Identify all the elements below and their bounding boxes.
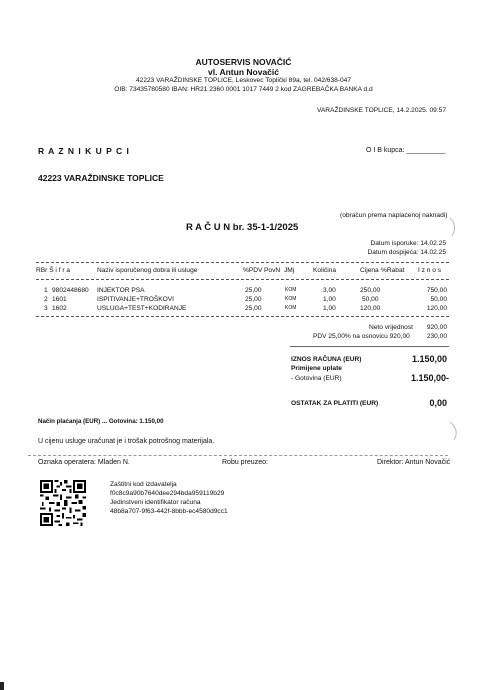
remaining-label: OSTATAK ZA PLATITI (EUR) bbox=[291, 400, 379, 407]
company-address: 42223 VARAŽDINSKE TOPLICE, Leskovec Toplički 89a, tel. 042/638-047 bbox=[135, 77, 352, 84]
jir-code: 48b8a707-9f63-442f-8bbb-ec4580d9cc1 bbox=[110, 508, 228, 515]
row-naziv: INJEKTOR PSA bbox=[97, 287, 145, 294]
header-kolicina: Količina bbox=[313, 267, 337, 274]
header-naziv: Naziv isporučenog dobra ili usluge bbox=[97, 267, 198, 274]
vat-label: PDV 25,00% na osnovicu 920,00 bbox=[313, 333, 410, 340]
header-jmj: JMj bbox=[284, 267, 295, 274]
row-kolicina: 3,00 bbox=[323, 287, 336, 294]
header-povn: PovN bbox=[264, 267, 281, 274]
row-sifra: 1601 bbox=[52, 296, 67, 303]
row-naziv: ISPITIVANJE+TROŠKOVI bbox=[97, 296, 175, 303]
row-pdv: 25,00 bbox=[245, 305, 262, 312]
table-bottom-rule bbox=[36, 316, 449, 317]
company-name: AUTOSERVIS NOVAČIĆ bbox=[195, 57, 292, 67]
cash-value: 1.150,00- bbox=[410, 373, 449, 383]
buyer-city: 42223 VARAŽDINSKE TOPLICE bbox=[38, 173, 164, 183]
row-iznos: 50,00 bbox=[430, 296, 447, 303]
table-header-rule bbox=[36, 279, 449, 280]
totals-rule bbox=[290, 346, 449, 347]
header-pdv: %PDV bbox=[243, 267, 263, 274]
received-by: Robu preuzeo: bbox=[222, 459, 268, 466]
delivery-date: Datum isporuke: 14.02.25 bbox=[370, 240, 446, 247]
jir-label: Jedinstveni identifikator računa bbox=[110, 499, 201, 506]
header-rabat: %Rabat bbox=[381, 267, 405, 274]
total-label: IZNOS RAČUNA (EUR) bbox=[291, 356, 362, 363]
row-kolicina: 1,00 bbox=[323, 296, 336, 303]
net-label: Neto vrijednost bbox=[369, 324, 413, 331]
row-cijena: 250,00 bbox=[360, 287, 381, 294]
row-iznos: 750,00 bbox=[426, 287, 447, 294]
header-iznos: I z n o s bbox=[418, 267, 442, 274]
operator: Oznaka operatera: Mladen N. bbox=[38, 459, 130, 466]
scan-mark bbox=[0, 682, 4, 690]
row-kolicina: 1,00 bbox=[323, 305, 336, 312]
zki-code: f0c8c9a90b7640dee294bda959119b29 bbox=[110, 490, 225, 497]
buyer-name: R A Z N I K U P C I bbox=[38, 146, 130, 156]
invoice-note: (obračun prema naplaćenoj naknadi) bbox=[340, 212, 448, 219]
row-rbr: 1 bbox=[44, 287, 48, 294]
row-rbr: 2 bbox=[44, 296, 48, 303]
scan-mark bbox=[448, 216, 460, 238]
payment-method: Način plaćanja (EUR) ... Gotovina: 1.150,00 bbox=[38, 418, 164, 425]
qr-code bbox=[40, 480, 86, 526]
row-cijena: 120,00 bbox=[360, 305, 381, 312]
invoice-title: R A Č U N br. 35-1-1/2025 bbox=[186, 222, 299, 233]
company-ids: OIB: 73435780580 IBAN: HR21 2360 0001 1017 7449 2 kod ZAGREBAČKA BANKA d.d bbox=[114, 86, 373, 93]
scan-mark bbox=[448, 420, 462, 442]
due-date: Datum dospijeća: 14.02.25 bbox=[367, 249, 446, 256]
row-jmj: KOM bbox=[285, 305, 297, 311]
zki-label: Zaštitni kod izdavatelja bbox=[110, 481, 177, 488]
row-jmj: KOM bbox=[285, 287, 297, 293]
row-sifra: 9802448680 bbox=[52, 287, 89, 294]
row-iznos: 120,00 bbox=[426, 305, 447, 312]
place-date: VARAŽDINSKE TOPLICE, 14.2.2025. 09:57 bbox=[316, 107, 446, 114]
cash-label: - Gotovina (EUR) bbox=[291, 375, 342, 382]
total-value: 1.150,00 bbox=[411, 354, 447, 364]
signature-rule bbox=[28, 455, 448, 456]
header-rbr-sifra: RBr Š i f r a bbox=[36, 267, 71, 274]
applied-label: Primijene uplate bbox=[291, 365, 342, 372]
vat-value: 230,00 bbox=[426, 333, 447, 340]
row-jmj: KOM bbox=[285, 296, 297, 302]
header-cijena: Cijena bbox=[360, 267, 379, 274]
row-pdv: 25,00 bbox=[245, 287, 262, 294]
director: Direktor: Antun Novačić bbox=[377, 459, 451, 466]
row-rbr: 3 bbox=[44, 305, 48, 312]
materials-note: U cijenu usluge uračunat je i trošak potrošnog materijala. bbox=[38, 438, 215, 445]
net-value: 920,00 bbox=[426, 324, 447, 331]
table-top-rule bbox=[36, 262, 449, 263]
company-owner: vl. Antun Novačić bbox=[207, 67, 279, 77]
buyer-oib: O I B kupca: __________ bbox=[366, 147, 446, 154]
row-cijena: 50,00 bbox=[362, 296, 379, 303]
row-sifra: 1602 bbox=[52, 305, 67, 312]
row-naziv: USLUGA+TEST+KODIRANJE bbox=[97, 305, 187, 312]
remaining-value: 0,00 bbox=[429, 398, 447, 408]
row-pdv: 25,00 bbox=[245, 296, 262, 303]
